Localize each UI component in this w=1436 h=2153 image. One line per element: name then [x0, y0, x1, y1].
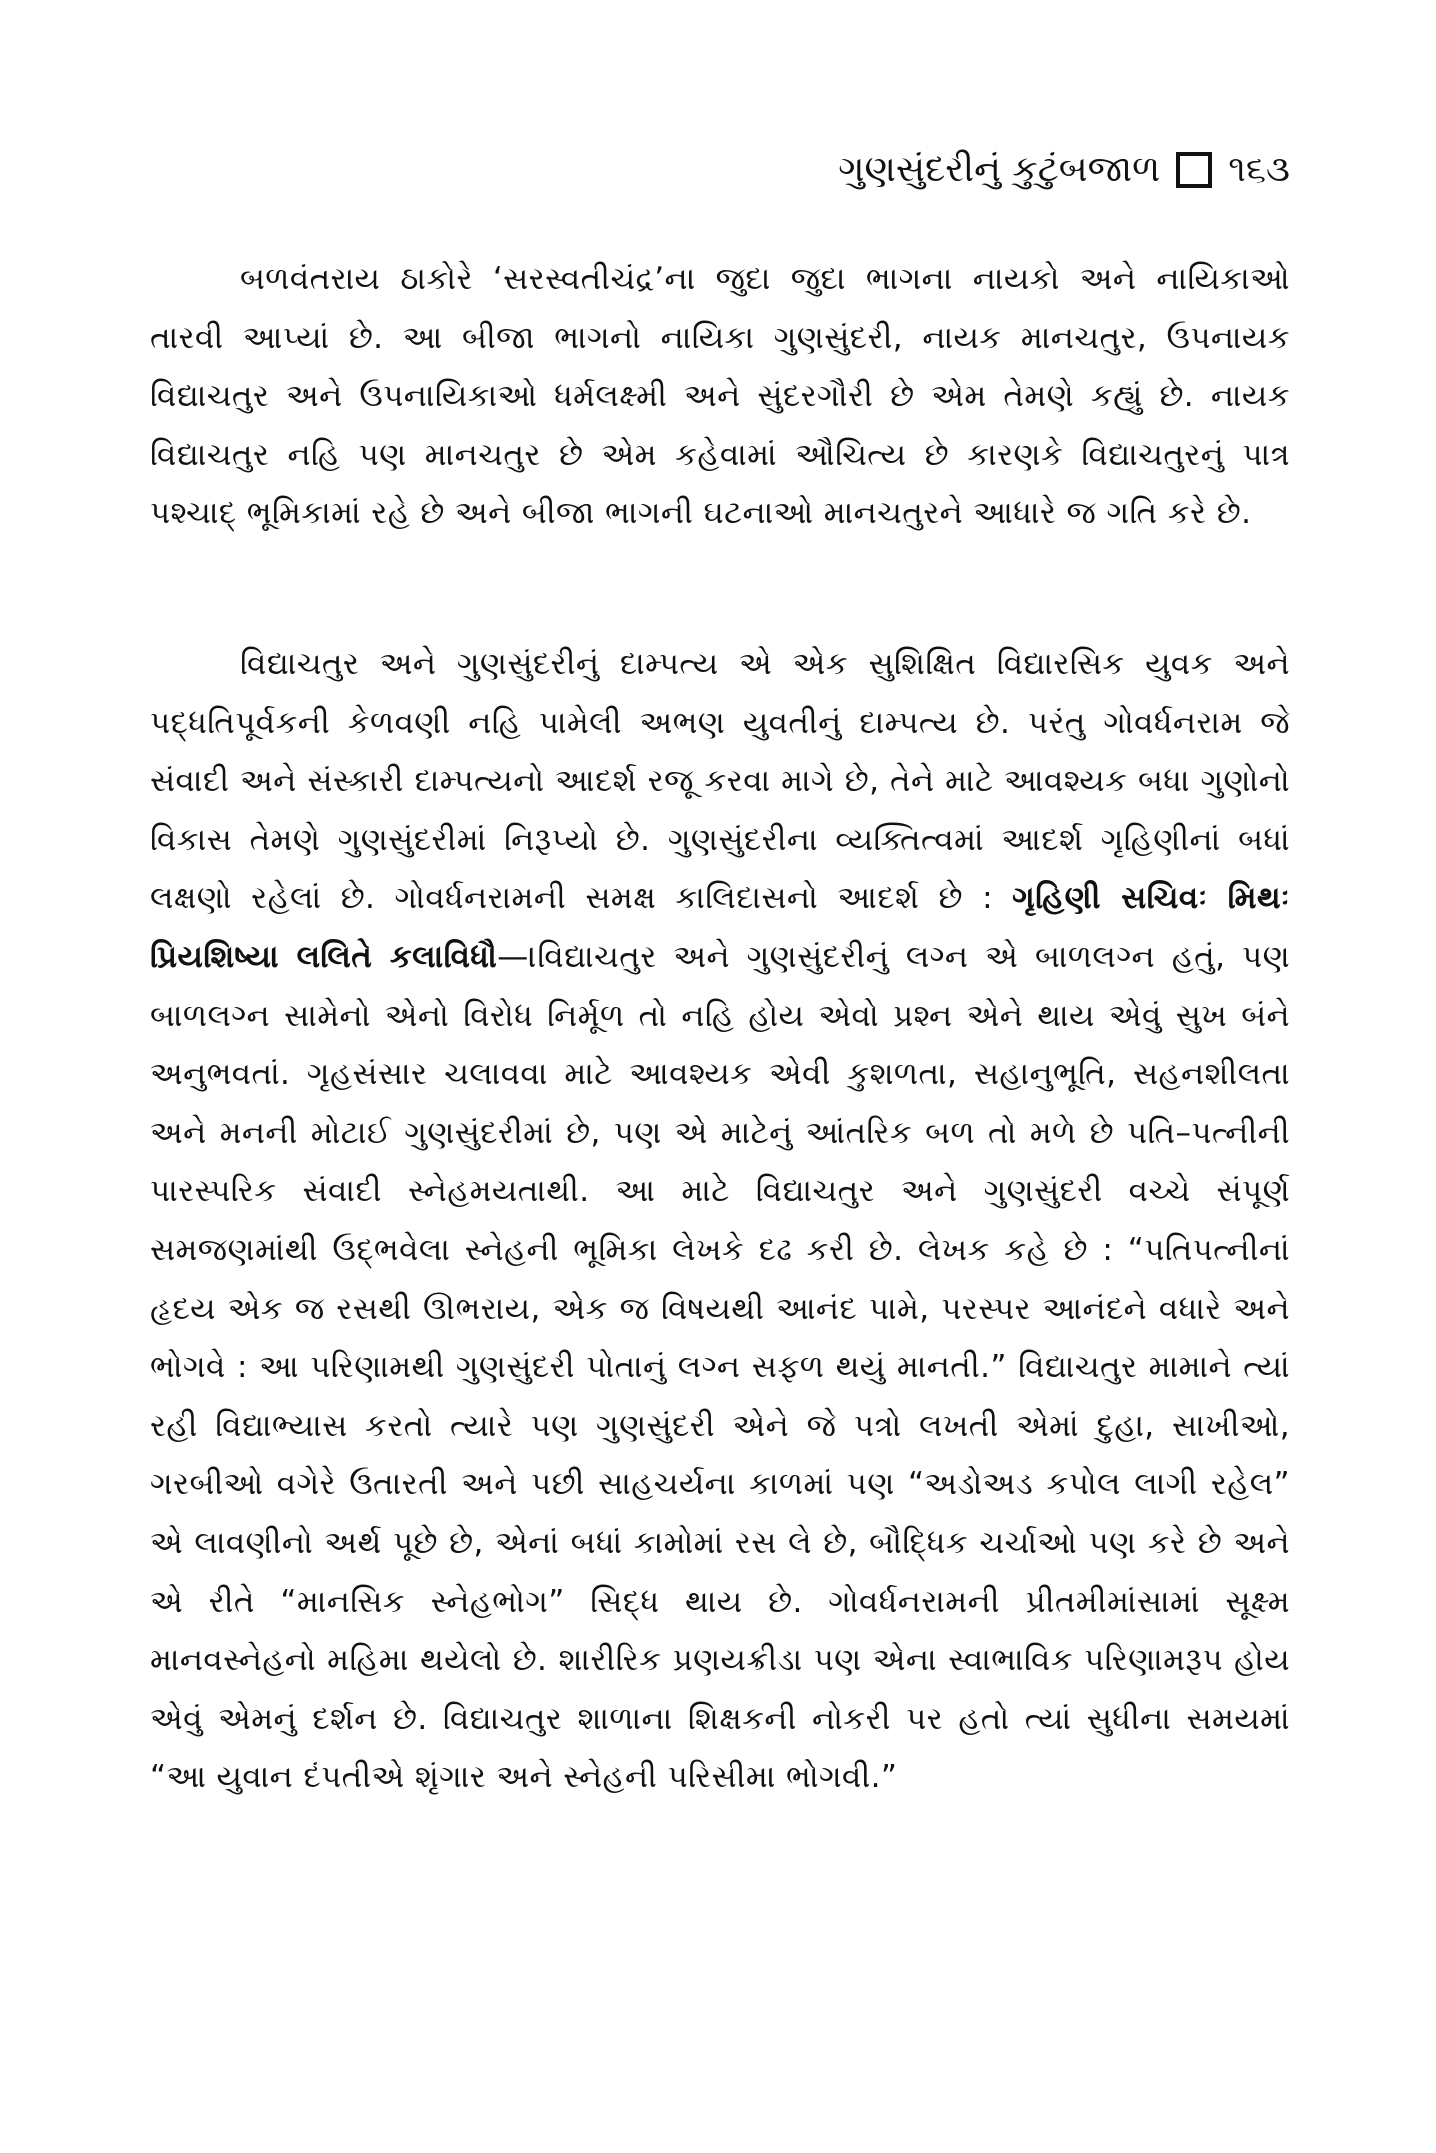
paragraph-2: [150, 635, 1290, 1807]
page-number: ૧૬૩: [1228, 149, 1290, 190]
book-page: [150, 140, 1290, 2100]
paragraph-2-text-a: વિદ્યાચતુર અને ગુણસુંદરીનું દામ્પત્ય એ એક સુશિક્ષિત વિદ્યારસિક યુવક અને પદ્ધતિપૂર્વકની કેળવણી નહિ પામેલી અભણ યુવતીનું દામ્પત્ય છે. પરંતુ ગોવર્ધનરામ જે સંવાદી અને સંસ્કારી દામ્પત્યનો આદર્શ રજૂ કરવા માગે છે, તેને માટે આવશ્યક બધા ગુણોનો વિકાસ તેમણે ગુણસુંદરીમાં નિરૂપ્યો છે. ગુણસુંદરીના વ્યક્તિત્વમાં આદર્શ ગૃહિણીનાં બધાં લક્ષણો રહેલાં છે. ગોવર્ધનરામની સમક્ષ કાલિદાસનો આદર્શ છે :: [150, 646, 1290, 917]
square-ornament-icon: [1176, 152, 1212, 188]
paragraph-2-text-b: —।વિદ્યાચતુર અને ગુણસુંદરીનું લગ્ન એ બાળલગ્ન હતું, પણ બાળલગ્ન સામેનો એનો વિરોધ નિર્મૂળ તો નહિ હોય એવો પ્રશ્ન એને થાય એવું સુખ બંને અનુભવતાં. ગૃહસંસાર ચલાવવા માટે આવશ્યક એવી કુશળતા, સહાનુભૂતિ, સહનશીલતા અને મનની મોટાઈ ગુણસુંદરીમાં છે, પણ એ માટેનું આંતરિક બળ તો મળે છે પતિ–પત્નીની પારસ્પરિક સંવાદી સ્નેહમયતાથી. આ માટે વિદ્યાચતુર અને ગુણસુંદરી વચ્ચે સંપૂર્ણ સમજણમાંથી ઉદ્‌ભવેલા સ્નેહની ભૂમિકા લેખકે દઢ કરી છે. લેખક કહે છે : “પતિપત્નીનાં હૃદય એક જ રસથી ઊભરાય, એક જ વિષયથી આનંદ પામે, પરસ્પર આનંદને વધારે અને ભોગવે : આ પરિણામથી ગુણસુંદરી પોતાનું લગ્ન સફળ થયું માનતી.” વિદ્યાચતુર મામાને ત્યાં રહી વિદ્યાભ્યાસ કરતો ત્યારે પણ ગુણસુંદરી એને જે પત્રો લખતી એમાં દુહા, સાખીઓ, ગરબીઓ વગેરે ઉતારતી અને પછી સાહચર્યના કાળમાં પણ “અડોઅડ કપોલ લાગી રહેલ” એ લાવણીનો અર્થ પૂછે છે, એનાં બધાં કામોમાં રસ લે છે, બૌદ્ધિક ચર્ચાઓ પણ કરે છે અને એ રીતે “માનસિક સ્નેહભોગ” સિદ્ધ થાય છે. ગોવર્ધનરામની પ્રીતમીમાંસામાં સૂક્ષ્મ માનવસ્નેહનો મહિમા થયેલો છે. શારીરિક પ્રણયક્રીડા પણ એના સ્વાભાવિક પરિણામરૂપ હોય એવું એમનું દર્શન છે. વિદ્યાચતુર શાળાના શિક્ષકની નોકરી પર હતો ત્યાં સુધીના સમયમાં “આ યુવાન દંપતીએ શૃંગાર અને સ્નેહની પરિસીમા ભોગવી.”: [150, 938, 1290, 1796]
sanskrit-quote: ગૃહિણી સચિવઃ મિથઃ પ્રિયશિષ્યા લલિતે કલાવિધૌ: [150, 880, 1290, 975]
running-head: [838, 140, 1290, 200]
paragraph-1: બળવંતરાય ઠાકોરે ‘સરસ્વતીચંદ્ર’ના જુદા જુદા ભાગના નાયકો અને નાયિકાઓ તારવી આપ્યાં છે. આ બીજા ભાગનો નાયિકા ગુણસુંદરી, નાયક માનચતુર, ઉપનાયક વિદ્યાચતુર અને ઉપનાયિકાઓ ધર્મલક્ષ્મી અને સુંદરગૌરી છે એમ તેમણે કહ્યું છે. નાયક વિદ્યાચતુર નહિ પણ માનચતુર છે એમ કહેવામાં ઔચિત્ય છે કારણકે વિદ્યાચતુરનું પાત્ર પશ્ચાદ્ ભૂમિકામાં રહે છે અને બીજા ભાગની ઘટનાઓ માનચતુરને આધારે જ ગતિ કરે છે.: [150, 261, 1290, 532]
running-head-title: ગુણસુંદરીનું કુટુંબજાળ: [838, 149, 1161, 190]
